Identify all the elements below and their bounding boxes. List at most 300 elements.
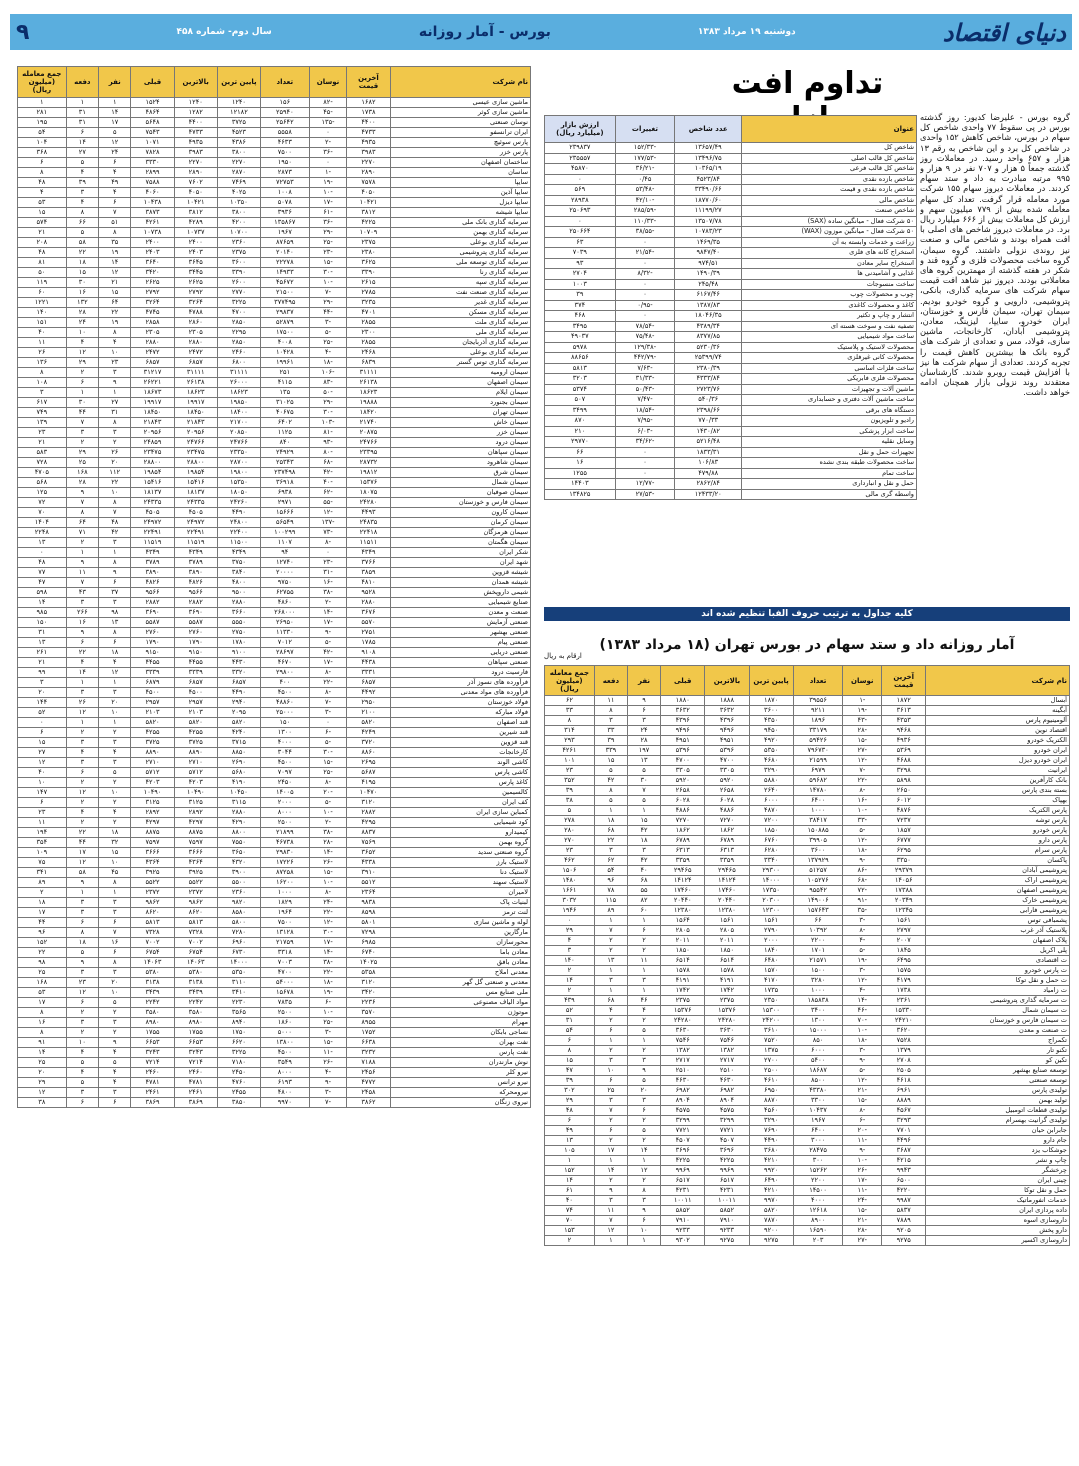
table-cell: ۲۳۷۲ bbox=[131, 888, 174, 898]
table-cell: ۱ bbox=[627, 986, 660, 996]
table-cell: ۲۴۰۰ bbox=[131, 238, 174, 248]
table-cell: ۴ bbox=[545, 936, 595, 946]
table-cell: ۶۶۳۸ bbox=[347, 1038, 390, 1048]
table-cell: ۱۴۰۲۵ bbox=[347, 958, 390, 968]
table-cell: ۶۶۵۳ bbox=[131, 1038, 174, 1048]
table-cell: ۵۳ bbox=[18, 988, 67, 998]
column-header: بالاترین bbox=[174, 67, 217, 98]
table-cell: ۱۸۵۰ bbox=[705, 946, 749, 956]
table-cell: ۶۰۱۲ bbox=[882, 796, 926, 806]
table-cell: ۱۷۳۸ bbox=[347, 108, 390, 118]
table-cell: ۴ bbox=[99, 1048, 131, 1058]
table-cell: -۱۲ bbox=[843, 836, 882, 846]
table-cell: ۲۵ bbox=[18, 968, 67, 978]
table-cell: ۵۶۸ bbox=[18, 478, 67, 488]
table-cell: ۱ bbox=[594, 966, 627, 976]
table-cell: ۱۷۳۵۰ bbox=[749, 886, 793, 896]
table-row bbox=[18, 398, 531, 408]
table-cell: ۴۲۹۷ bbox=[174, 818, 217, 828]
table-cell: ۶۵۰۰ bbox=[882, 1176, 926, 1186]
table-cell: -۶۸ bbox=[843, 876, 882, 886]
table-cell: ۱۹۹۶۱ bbox=[261, 358, 310, 368]
table-cell: ۲۳۷۵ bbox=[217, 248, 260, 258]
table-row bbox=[545, 986, 1070, 996]
table-cell: ۱۴۷ bbox=[18, 788, 67, 798]
table-cell: ۲۴۶۰ bbox=[174, 1068, 217, 1078]
table-cell: ۱۰۰۱۱ bbox=[661, 1196, 705, 1206]
table-cell: ۴۶۳۰ bbox=[705, 1076, 749, 1086]
table-cell: ۹۸۶۲ bbox=[174, 898, 217, 908]
table-cell: ۱۲ bbox=[18, 1088, 67, 1098]
table-cell: ۶ bbox=[594, 1076, 627, 1086]
company-name: لبنیات پاک bbox=[390, 898, 530, 908]
table-cell: ۴۴۹۶ bbox=[882, 1136, 926, 1146]
table-cell: ۸۸۹۰ bbox=[174, 748, 217, 758]
table-cell: ۴۲۹۰ bbox=[217, 818, 260, 828]
table-cell: ۱۶۵۹۰ bbox=[793, 1226, 843, 1236]
table-cell: ۱۰ bbox=[99, 788, 131, 798]
table-cell: ۳۴۳۹ bbox=[131, 988, 174, 998]
table-cell: ۶۴۰۰ bbox=[793, 796, 843, 806]
table-cell: -۸ bbox=[309, 688, 347, 698]
table-cell: ۴۰۵۰ bbox=[347, 188, 390, 198]
table-cell: ۲۲۴۹۱ bbox=[174, 528, 217, 538]
table-cell: -۱۴ bbox=[309, 608, 347, 618]
table-cell: ۱۸۰۷۵ bbox=[347, 488, 390, 498]
table-cell: ۷ bbox=[594, 926, 627, 936]
table-cell: -۸۶ bbox=[843, 866, 882, 876]
table-cell: ۹۴۵۰ bbox=[749, 726, 793, 736]
table-cell: ۳ bbox=[66, 1018, 98, 1028]
table-cell: ۴۵۰۵ bbox=[131, 508, 174, 518]
table-cell: ۴۷ bbox=[545, 1066, 595, 1076]
table-cell: ۳ bbox=[99, 908, 131, 918]
table-cell: ۱۴۰۶۳ bbox=[174, 958, 217, 968]
table-cell: ۲۸ bbox=[627, 736, 660, 746]
table-cell: ۴ bbox=[66, 1068, 98, 1078]
column-header: بالاترین bbox=[705, 666, 749, 696]
table-cell: ۱۵۴۱۶ bbox=[174, 478, 217, 488]
table-cell: ۴ bbox=[99, 338, 131, 348]
table-cell: ۳۱ bbox=[545, 1016, 595, 1026]
table-cell: ۴۵۲۳/۸۴ bbox=[675, 174, 742, 185]
table-cell: ۳۷۱۵ bbox=[217, 738, 260, 748]
table-cell: ۱۲۲۱ bbox=[18, 298, 67, 308]
column-header: پایین ترین bbox=[217, 67, 260, 98]
table-cell: ۳۴۰۰ bbox=[793, 1006, 843, 1016]
table-cell: -۱۴ bbox=[843, 996, 882, 1006]
table-cell: ۳۲۶۴ bbox=[174, 298, 217, 308]
table-cell: -۱۰ bbox=[309, 808, 347, 818]
table-cell: -۳ bbox=[309, 1088, 347, 1098]
table-cell: -۵ bbox=[309, 738, 347, 748]
table-cell: ۰/۴۵ bbox=[615, 174, 675, 185]
table-row bbox=[18, 408, 531, 418]
table-cell: -۷ bbox=[843, 766, 882, 776]
table-cell: ۶۵۱۴ bbox=[661, 956, 705, 966]
table-cell: ۵ bbox=[66, 948, 98, 958]
table-cell: ۴۷۶۰ bbox=[217, 1078, 260, 1088]
table-cell: ۴۳۳۸ bbox=[347, 858, 390, 868]
article-body: گروه بورس - علیرضا کدیور: روز گذشته بورس در پی سقوط ۷۷ واحدی شاخص کل سهام در بورس، شاخص کاهش ۱۵۲ واحدی در شاخص کل برد و این شاخص به رقم ۱۳ هزار و ۶۵۷ واحد رسید. در معاملات روز گذشته جمعاً ۵ هزار و ۷۰۷ نفر در ۹ هزار و ۹۹۵ مرتبه مبادرت به داد و ستد سهام کردند. در معاملات دیروز سهام ۱۵۵ شرکت مورد معامله قرار گرفت. تعداد کل سهام معامله شده بیش از ۷۷۹ میلیون سهم و ارزش کل معاملات بیش از ۶۶۶ میلیارد ریال برد. در معاملات دیروز شاخص های اصلی با افت همراه بودند و شاخص مالی و صنعت نیز روندی نزولی داشتند. گروه سیمان، گروه ساخت محصولات فلزی و گروه قند و شکر در هفته گذشته از مهمترین گروه های معاملاتی بودند. دیروز نیز شاهد افت قیمت سهام شرکت های سرمایه گذاری، بانکی، پتروشیمی، دارویی و گروه خودرو بودیم. سیمان تهران، سیمان فارس و خوزستان، ایران خودرو، سایپا، لیزینگ، معادن، پتروشیمی آبادان، کارخانجات، ماشین سازی، فولاد، مس و تعدادی از شرکت های گروه بانک ها بیشترین کاهش قیمت را تجربه کردند. تعدادی از سهام شرکت ها نیز با افزایش قیمت روبرو شدند. کارشناسان معتقدند روند نزولی بازار همچنان ادامه خواهد داشت. bbox=[920, 112, 1070, 398]
table-cell: ۳۳ bbox=[545, 706, 595, 716]
company-name: شیشه همدان bbox=[390, 578, 530, 588]
table-cell: -۲۵ bbox=[309, 1018, 347, 1028]
table-cell: ۲۲۷۰ bbox=[347, 158, 390, 168]
table-cell: ۴۱۷۹ bbox=[882, 976, 926, 986]
table-cell: ۳۲۸۰ bbox=[793, 976, 843, 986]
table-cell: ۱۰۰۰ bbox=[793, 806, 843, 816]
table-cell: ۳۵۴۹ bbox=[261, 1058, 310, 1068]
table-cell: ۴۵۶۰ bbox=[749, 1106, 793, 1116]
table-cell: ۱۴۰۵۶ bbox=[882, 876, 926, 886]
table-cell: ۶۷۴۰ bbox=[347, 948, 390, 958]
table-cell: -۳ bbox=[309, 1028, 347, 1038]
table-cell: ۴۸۶۰ bbox=[261, 598, 310, 608]
table-cell: -۲ bbox=[309, 818, 347, 828]
table-cell: ۴۸ bbox=[18, 248, 67, 258]
company-name: ۵۰ شرکت فعال - میانگین موزون (WAX) bbox=[742, 227, 917, 238]
company-name: تکمراج bbox=[926, 1036, 1070, 1046]
table-cell: ۴۴۰۰ bbox=[347, 118, 390, 128]
table-cell: ۲۳۶۱ bbox=[882, 996, 926, 1006]
table-cell: ۳۱۲۱۷ bbox=[131, 368, 174, 378]
company-name: رادیو و تلویزیون bbox=[742, 416, 917, 427]
table-cell: ۶ bbox=[99, 158, 131, 168]
table-row bbox=[18, 788, 531, 798]
table-row bbox=[545, 332, 917, 343]
table-cell: ۸۸۹۰ bbox=[131, 748, 174, 758]
table-cell: ۱ bbox=[594, 806, 627, 816]
table-cell: ۱۴ bbox=[99, 108, 131, 118]
table-row bbox=[18, 258, 531, 268]
table-cell: ۴۵۰۰ bbox=[261, 758, 310, 768]
table-cell: ۳۲۹۹ bbox=[705, 1116, 749, 1126]
table-cell: ۱۴۰۶۳ bbox=[131, 958, 174, 968]
table-cell: ۹۲۷۵ bbox=[705, 1236, 749, 1246]
company-name: سرمایه گذاری پتروشیمی bbox=[390, 248, 530, 258]
table-cell: ۱۶۸۲ bbox=[347, 98, 390, 108]
table-cell: ۹۲۷۵ bbox=[749, 1236, 793, 1246]
table-cell: ۷۲۷۰ bbox=[661, 816, 705, 826]
table-cell: ۱۴۳۰/۸۲ bbox=[675, 426, 742, 437]
table-cell: ۱۴ bbox=[18, 598, 67, 608]
table-cell: ۱۰۷۰۰ bbox=[217, 228, 260, 238]
table-cell: ۴۸۸۶۰ bbox=[261, 698, 310, 708]
table-cell: ۵۳۵۰ bbox=[217, 968, 260, 978]
table-cell: ۱۱ bbox=[66, 568, 98, 578]
table-cell: ۲۵ bbox=[66, 458, 98, 468]
table-row bbox=[545, 311, 917, 322]
table-cell: ۱۰۷۸۳/۲۳ bbox=[675, 227, 742, 238]
table-cell: ۵۲۱۶/۴۸ bbox=[675, 437, 742, 448]
table-cell: -۵ bbox=[309, 328, 347, 338]
table-cell: ۲۳۷۲ bbox=[174, 888, 217, 898]
table-cell: ۱ bbox=[99, 678, 131, 688]
table-cell: ۲۲۴۱۸ bbox=[347, 528, 390, 538]
table-cell: ۳۲۹۸ bbox=[882, 766, 926, 776]
table-cell: ۲۲۹۵ bbox=[217, 328, 260, 338]
table-cell: ۳۶۸۷ bbox=[882, 1146, 926, 1156]
table-cell: -۲۸۵/۵۹ bbox=[615, 206, 675, 217]
company-name: مارگارین bbox=[390, 928, 530, 938]
table-cell: ۳۳۳۰ bbox=[131, 158, 174, 168]
table-cell: ۸۹۵۵ bbox=[347, 1018, 390, 1028]
table-cell: ۴۰۰ bbox=[261, 678, 310, 688]
table-cell: ۴۱۹۰ bbox=[217, 778, 260, 788]
table-cell: ۳۷۶۶ bbox=[347, 558, 390, 568]
table-cell: ۵۸۳ bbox=[18, 448, 67, 458]
table-cell: ۲۴۵/۴۸ bbox=[675, 279, 742, 290]
table-cell: ۳۳۰۰ bbox=[793, 1096, 843, 1106]
company-name: ایران خودرو دیزل bbox=[926, 756, 1070, 766]
table-cell: ۱۴ bbox=[545, 976, 595, 986]
table-cell: ۳۱۳۸ bbox=[131, 978, 174, 988]
table-cell: ۶۸ bbox=[627, 876, 660, 886]
table-cell: ۱۹۶۴ bbox=[261, 908, 310, 918]
table-cell: -۲۹ bbox=[309, 298, 347, 308]
table-cell: ۷ bbox=[99, 208, 131, 218]
table-cell: ۱۲ bbox=[99, 138, 131, 148]
table-cell: ۱۷۴۶۰ bbox=[661, 886, 705, 896]
table-cell: ۴۷۰۱ bbox=[347, 308, 390, 318]
table-cell: ۹۸۳۸ bbox=[347, 898, 390, 908]
table-cell: ۸ bbox=[99, 878, 131, 888]
table-cell: ۳ bbox=[66, 598, 98, 608]
table-cell: -۱۹ bbox=[309, 178, 347, 188]
table-cell: ۳۳۹ bbox=[594, 746, 627, 756]
company-name: الکتریک خودرو bbox=[926, 736, 1070, 746]
table-cell: ۱۲۶۱۸ bbox=[793, 1206, 843, 1216]
table-cell: ۱۳۵۰۷/۷۸ bbox=[675, 216, 742, 227]
table-row bbox=[545, 796, 1070, 806]
table-cell: ۱۴ bbox=[18, 1048, 67, 1058]
table-cell: ۵۸۰۰ bbox=[217, 918, 260, 928]
table-cell: ۳ bbox=[99, 368, 131, 378]
table-cell: ۳۷۷۴۹۵ bbox=[261, 298, 310, 308]
table-cell: ۳۶۰۰ bbox=[217, 258, 260, 268]
table-cell: ۵۳۵۰ bbox=[749, 746, 793, 756]
table-cell: ۳۴۳۹ bbox=[174, 988, 217, 998]
table-cell: ۱ bbox=[627, 1236, 660, 1246]
table-cell: ۴ bbox=[99, 748, 131, 758]
table-cell: ۵ bbox=[627, 766, 660, 776]
table-cell: ۲ bbox=[594, 946, 627, 956]
table-cell: ۶ bbox=[99, 918, 131, 928]
table-cell: ۴ bbox=[99, 658, 131, 668]
table-cell: ۵۱۲۵۷ bbox=[793, 866, 843, 876]
table-cell: ۹ bbox=[66, 628, 98, 638]
table-cell: ۳۷۵۰ bbox=[217, 558, 260, 568]
table-cell: ۳۲ bbox=[99, 838, 131, 848]
table-cell: ۱۵۳۷۶ bbox=[705, 1006, 749, 1016]
table-cell: ۶ bbox=[627, 926, 660, 936]
table-cell: ۴۵ bbox=[99, 868, 131, 878]
table-cell: ۷ bbox=[99, 508, 131, 518]
table-cell: ۲۵ bbox=[594, 1086, 627, 1096]
table-cell: ۸ bbox=[99, 628, 131, 638]
table-cell: ۸ bbox=[99, 418, 131, 428]
table-cell: ۲۶۲۵ bbox=[131, 278, 174, 288]
table-cell: ۲۰۳۴۹ bbox=[882, 896, 926, 906]
table-cell: ۳۶۵۲ bbox=[347, 848, 390, 858]
table-row bbox=[545, 153, 917, 164]
table-cell: ۴۰ bbox=[545, 1196, 595, 1206]
table-row bbox=[18, 178, 531, 188]
table-row bbox=[18, 1088, 531, 1098]
table-row bbox=[545, 816, 1070, 826]
table-cell: ۳۷۲۵ bbox=[217, 118, 260, 128]
table-cell: ۵۵۷۰ bbox=[347, 618, 390, 628]
table-row bbox=[545, 353, 917, 364]
table-cell: -۹ bbox=[843, 1146, 882, 1156]
table-cell: ۴۲۰۳ bbox=[131, 778, 174, 788]
table-cell: ۲ bbox=[594, 1176, 627, 1186]
table-cell: -۲۸ bbox=[309, 838, 347, 848]
table-cell: ۱۰۳۶۵/۱۹ bbox=[675, 164, 742, 175]
table-cell: ۴۲۶۱ bbox=[545, 746, 595, 756]
company-name: سیمان اصفهان bbox=[390, 378, 530, 388]
table-cell: ۱۹۷ bbox=[627, 746, 660, 756]
table-cell: ۲۴۸۰۰ bbox=[217, 518, 260, 528]
table-cell: ۲۸۰۵ bbox=[705, 926, 749, 936]
table-cell: ۳۰۰۰ bbox=[793, 1136, 843, 1146]
table-cell: ۴۲۴۹ bbox=[347, 728, 390, 738]
table-cell: ۲۸۸۰ bbox=[174, 338, 217, 348]
table-cell: ۱۹۹۱۷ bbox=[131, 398, 174, 408]
table-row bbox=[545, 806, 1070, 816]
table-cell: ۹۹ bbox=[18, 668, 67, 678]
table-cell: ۱۶ bbox=[66, 618, 98, 628]
table-cell: ۲۴۰۰ bbox=[174, 238, 217, 248]
table-cell: ۱۸۷۲ bbox=[882, 696, 926, 706]
table-cell: ۳۵۸۰ bbox=[131, 1008, 174, 1018]
table-cell: ۲۸ bbox=[66, 308, 98, 318]
table-cell: ۸ bbox=[18, 168, 67, 178]
table-cell: ۳۱۲۵ bbox=[131, 798, 174, 808]
table-cell: ۱۲ bbox=[66, 858, 98, 868]
table-cell: ۴۸۷۰ bbox=[749, 806, 793, 816]
table-row bbox=[18, 958, 531, 968]
table-row bbox=[18, 458, 531, 468]
table-cell: ۷۵۵۰ bbox=[217, 838, 260, 848]
table-cell: ۳۶۰۰ bbox=[749, 706, 793, 716]
table-cell: ۲۴۵۸ bbox=[347, 1088, 390, 1098]
table-cell: ۲ bbox=[99, 1028, 131, 1038]
table-cell: ۴۷ bbox=[18, 578, 67, 588]
table-cell: ۲۴۶۰ bbox=[217, 348, 260, 358]
table-row bbox=[18, 518, 531, 528]
table-row bbox=[18, 1098, 531, 1108]
table-cell: ۵۸۱۳ bbox=[131, 918, 174, 928]
company-name: گروه بهمن bbox=[390, 838, 530, 848]
table-row bbox=[18, 188, 531, 198]
table-cell: ۱۹۸۵۰ bbox=[217, 398, 260, 408]
table-cell: ۱۱ bbox=[627, 956, 660, 966]
table-cell: ۷ bbox=[594, 1106, 627, 1116]
table-cell: ۶۸ bbox=[594, 996, 627, 1006]
table-cell: ۲۸۹۹ bbox=[131, 168, 174, 178]
table-cell: ۲۳ bbox=[545, 846, 595, 856]
company-name: ملی صنایع مس bbox=[390, 988, 530, 998]
table-cell: ۵ bbox=[627, 1126, 660, 1136]
table-row bbox=[18, 288, 531, 298]
table-cell: ۲۰۱۱ bbox=[661, 936, 705, 946]
table-cell: -۱۹ bbox=[309, 988, 347, 998]
table-cell: ۴ bbox=[627, 1006, 660, 1016]
table-cell: ۷۲۱۴ bbox=[174, 1058, 217, 1068]
column-header: قبلی bbox=[661, 666, 705, 696]
table-cell: ۴۴۹۰ bbox=[217, 508, 260, 518]
table-cell: ۱۳۴۸۲۵ bbox=[545, 489, 616, 500]
table-row bbox=[18, 388, 531, 398]
table-cell: ۳ bbox=[66, 908, 98, 918]
table-cell: ۱۳۴۹۶/۷۵ bbox=[675, 153, 742, 164]
table-cell: -۴۴ bbox=[309, 308, 347, 318]
company-name: سیمان کرمان bbox=[390, 518, 530, 528]
table-row bbox=[545, 726, 1070, 736]
company-name: محصولات کانی غیرفلزی bbox=[742, 353, 917, 364]
table-cell: ۲۸۵۵ bbox=[347, 338, 390, 348]
table-cell: ۱۵۰۰۰ bbox=[793, 1026, 843, 1036]
table-cell: -۴۳ bbox=[843, 716, 882, 726]
table-cell: ۲ bbox=[66, 438, 98, 448]
table-cell: ۱۲۳۴۵ bbox=[882, 906, 926, 916]
table-cell: -۲ bbox=[309, 138, 347, 148]
table-cell: ۶۴ bbox=[99, 298, 131, 308]
table-cell: ۲۵۱۰ bbox=[705, 1066, 749, 1076]
index-table-wrap bbox=[544, 115, 917, 500]
table-cell: ۲۹۸۰۰ bbox=[261, 668, 310, 678]
table-cell: ۳۰ bbox=[66, 278, 98, 288]
table-cell: ۱۵۷۶۴۳ bbox=[793, 906, 843, 916]
table-row bbox=[545, 1186, 1070, 1196]
table-cell: ۲ bbox=[66, 778, 98, 788]
table-cell: ۷۱ bbox=[66, 528, 98, 538]
company-name: نیرو کلر bbox=[390, 1068, 530, 1078]
table-cell: ۳ bbox=[99, 428, 131, 438]
table-cell: ۵۲ bbox=[18, 708, 67, 718]
company-name: ت سیمان شمال bbox=[926, 1006, 1070, 1016]
table-row bbox=[18, 648, 531, 658]
table-cell: ۹ bbox=[66, 958, 98, 968]
company-name: سیمان تهران bbox=[390, 408, 530, 418]
table-cell: ۳ bbox=[66, 898, 98, 908]
table-row bbox=[545, 1236, 1070, 1246]
table-cell: ۷۱۸۰ bbox=[217, 1058, 260, 1068]
table-cell: ۱۳۷۵ bbox=[749, 1046, 793, 1056]
company-name: قند شیرین bbox=[390, 728, 530, 738]
table-cell: ۱۴۹۳۳ bbox=[261, 268, 310, 278]
table-cell: -۱۸ bbox=[309, 358, 347, 368]
table-cell: ۶۴ bbox=[66, 518, 98, 528]
table-cell: -۳ bbox=[309, 318, 347, 328]
table-cell: ۲۲ bbox=[66, 248, 98, 258]
table-cell: -۲۴ bbox=[843, 1196, 882, 1206]
table-cell: -۶۱ bbox=[309, 208, 347, 218]
table-row bbox=[545, 342, 917, 353]
column-header: تعداد bbox=[261, 67, 310, 98]
table-cell: ۳۰۴۴ bbox=[261, 748, 310, 758]
company-name: تولیدی پارس bbox=[926, 1086, 1070, 1096]
table-cell: ۱۵ bbox=[594, 756, 627, 766]
table-cell: -۷/۶۳ bbox=[615, 363, 675, 374]
table-row bbox=[545, 886, 1070, 896]
table-cell: ۴۲۲۵ bbox=[661, 1156, 705, 1166]
table-cell: ۲۲۴۸ bbox=[18, 528, 67, 538]
table-cell: ۴۴۹۳ bbox=[347, 508, 390, 518]
table-cell: ۱۸۴۲۰ bbox=[347, 408, 390, 418]
